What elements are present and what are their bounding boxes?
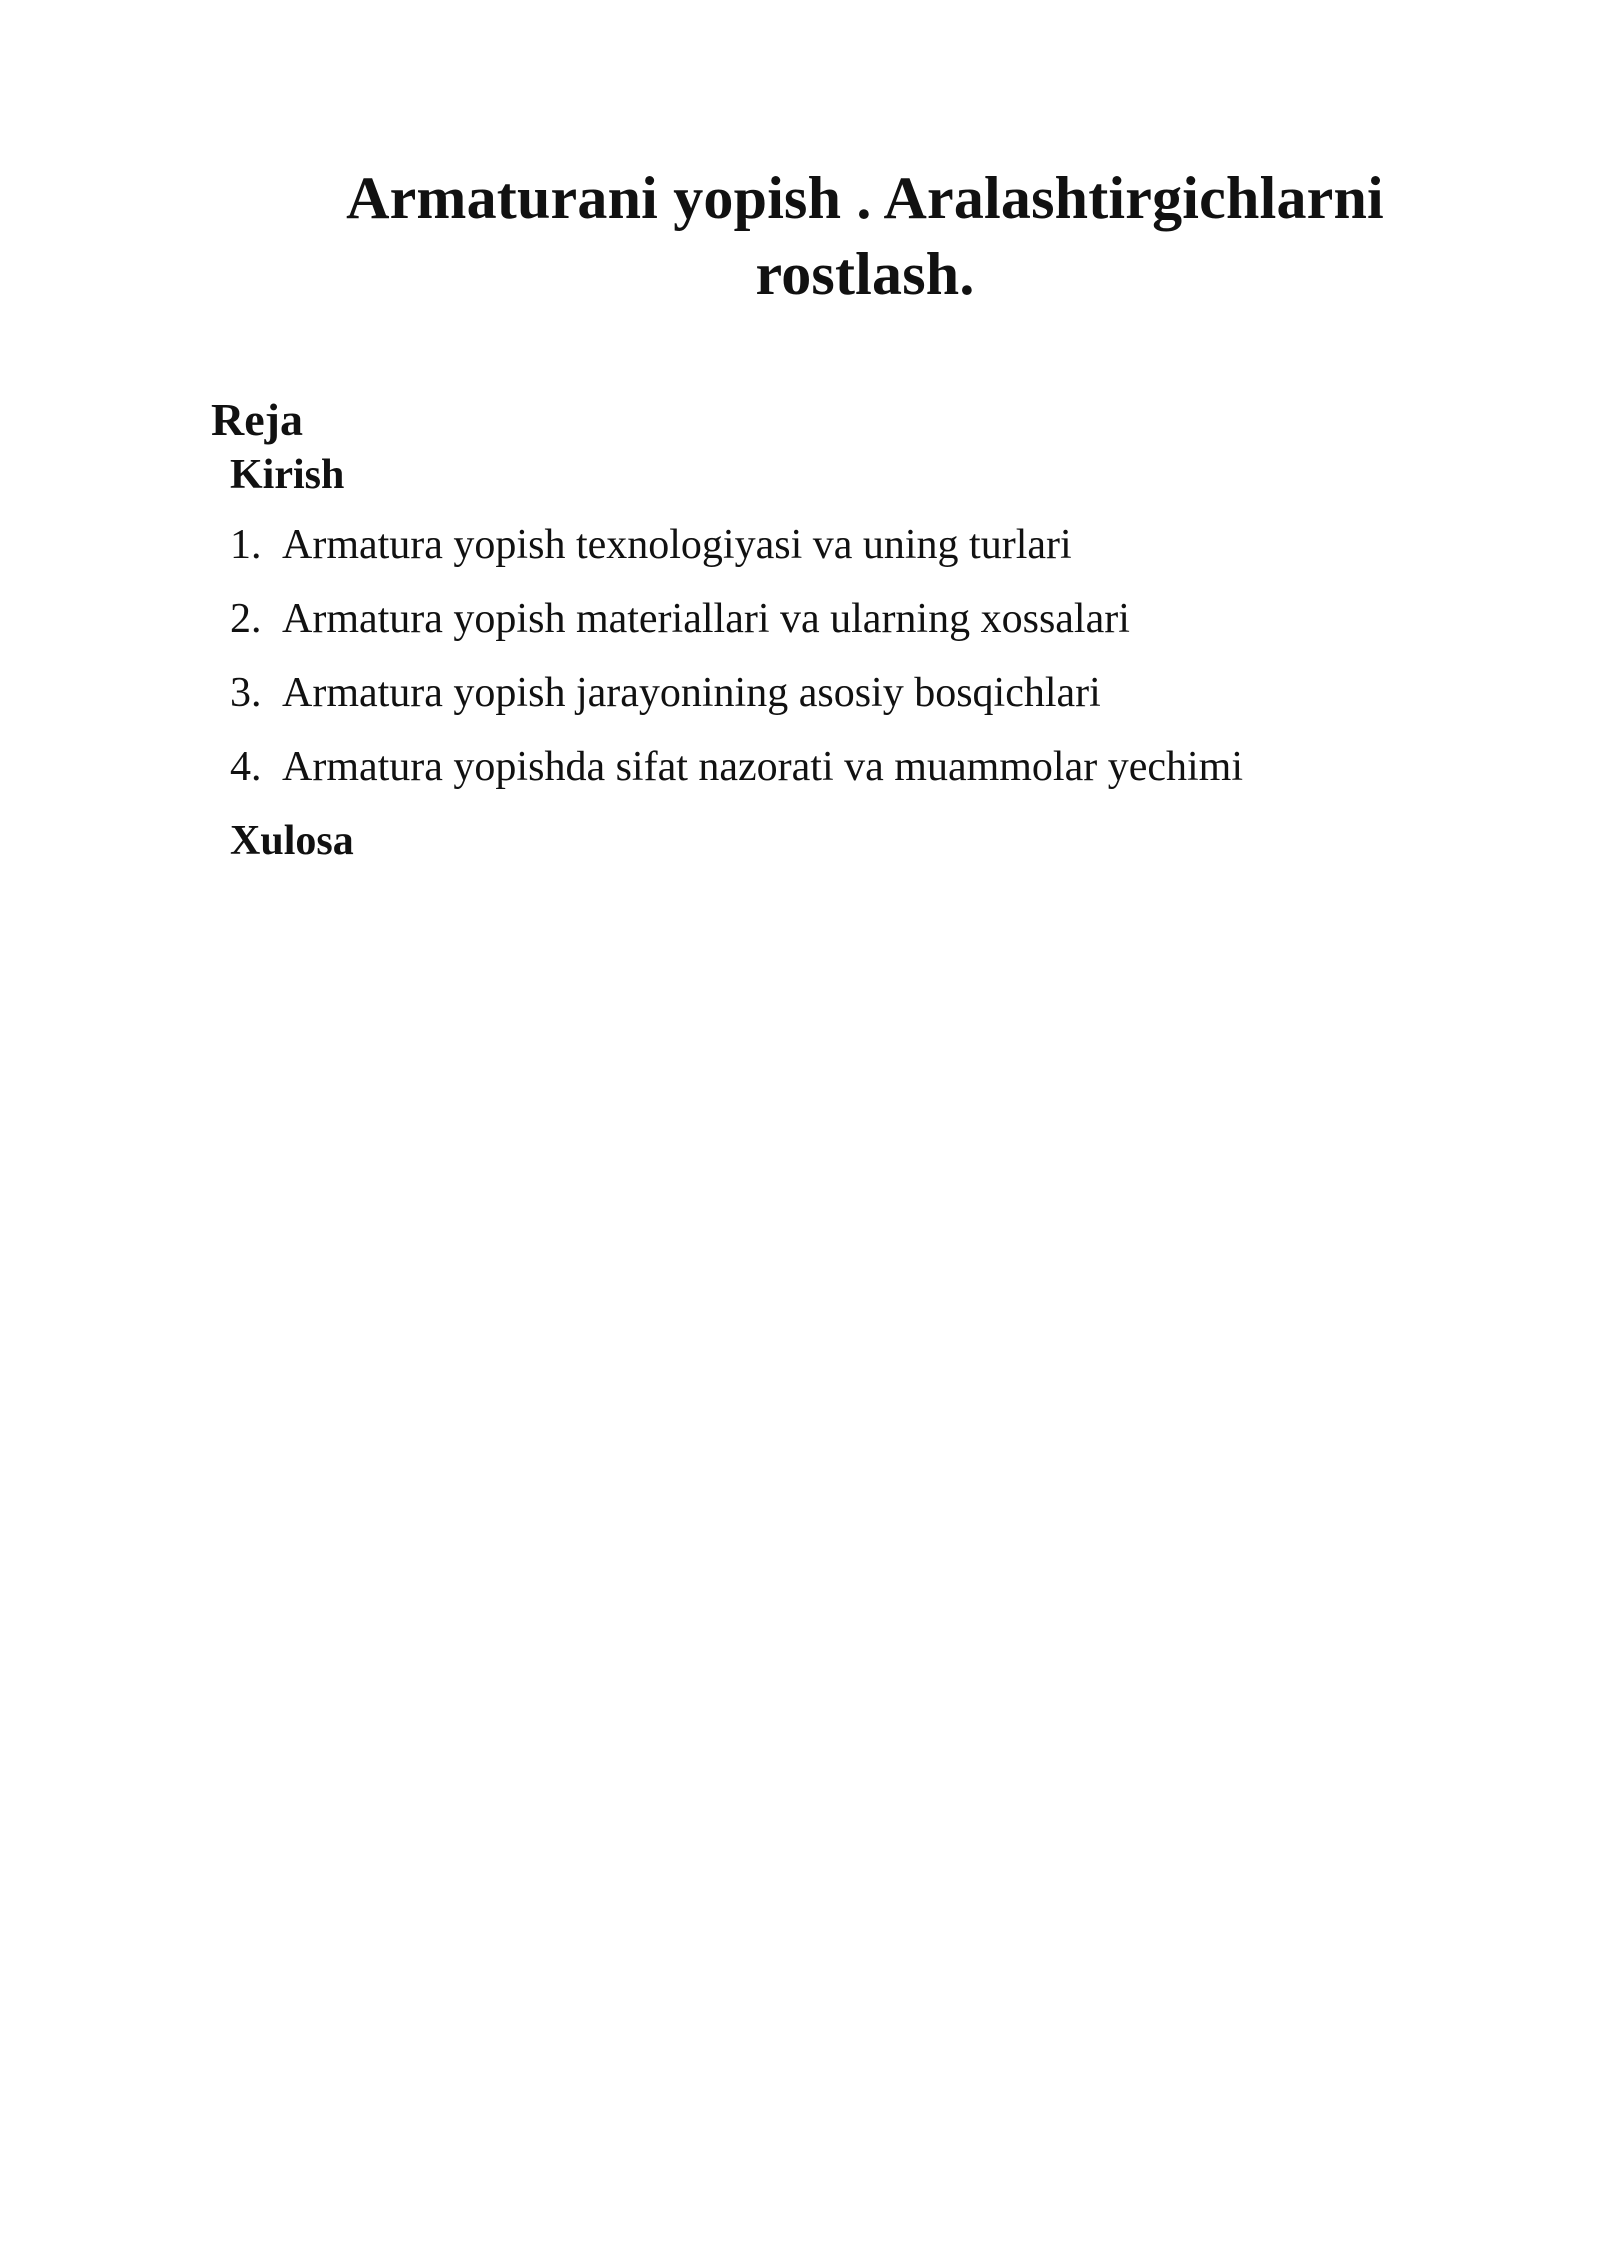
document-title [270, 160, 1460, 312]
plan-item-4 [230, 737, 1430, 811]
plan-item-number: 3. [230, 670, 262, 716]
plan-item-text: Armatura yopish jarayonining asosiy bosqichlari [282, 670, 1101, 716]
plan-item-number: 2. [230, 596, 262, 642]
plan-item-3 [230, 663, 1430, 737]
plan-item-number: 1. [230, 522, 262, 568]
plan-conclusion: Xulosa [230, 818, 354, 864]
plan-item-1 [230, 515, 1430, 589]
plan-item-text: Armatura yopish texnologiyasi va uning turlari [282, 522, 1072, 568]
document-title-line-2: rostlash. [755, 241, 975, 307]
plan-item-2 [230, 589, 1430, 663]
plan-item-text: Armatura yopishda sifat nazorati va muammolar yechimi [282, 744, 1244, 790]
plan-heading: Reja [211, 394, 303, 445]
plan-intro: Kirish [230, 452, 345, 498]
plan-item-number: 4. [230, 744, 262, 790]
document-title-line-1: Armaturani yopish . Aralashtirgichlarni [346, 165, 1384, 231]
plan-outline [230, 445, 1430, 871]
plan-item-text: Armatura yopish materiallari va ularning xossalari [282, 596, 1130, 642]
